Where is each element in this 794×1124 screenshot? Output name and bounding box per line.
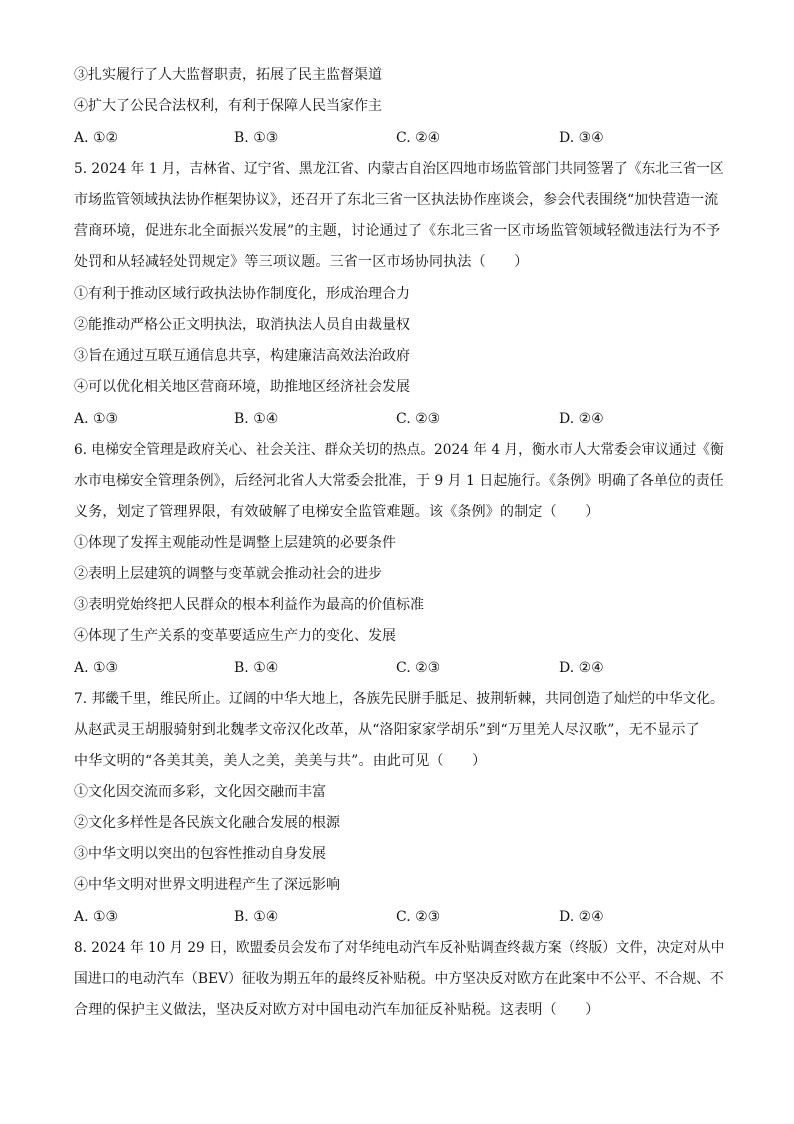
q6-statement-1: ①体现了发挥主观能动性是调整上层建筑的必要条件 [74,535,396,551]
q7-statement-1: ①文化因交流而多彩，文化因交融而丰富 [74,784,326,800]
q5-statement-4: ④可以优化相关地区营商环境，助推地区经济社会发展 [74,379,410,395]
q6-option-b[interactable]: B. ①④ [234,660,279,676]
q8-stem-line-1: 8. 2024 年 10 月 29 日，欧盟委员会发布了对华纯电动汽车反补贴调查终裁方案（终版）文件，决定对从中 [74,940,725,956]
q7-options [74,908,724,926]
q5-option-b[interactable]: B. ①④ [234,411,279,427]
q7-statement-3: ③中华文明以突出的包容性推动自身发展 [74,846,326,862]
q4-options [74,129,724,147]
q7-stem-line-2: 从赵武灵王胡服骑射到北魏孝文帝汉化改革，从“洛阳家家学胡乐”到“万里羌人尽汉歌”，无不显示了 [74,722,700,738]
q7-statement-2: ②文化多样性是各民族文化融合发展的根源 [74,815,340,831]
q7-option-d[interactable]: D. ②④ [559,909,604,925]
q5-statement-1: ①有利于推动区域行政执法协作制度化，形成治理合力 [74,286,410,302]
q5-option-a[interactable]: A. ①③ [74,411,119,427]
q5-stem-line-1: 5. 2024 年 1 月，吉林省、辽宁省、黑龙江省、内蒙古自治区四地市场监管部门共同签署了《东北三省一区 [74,161,724,177]
q6-options [74,659,724,677]
q6-stem-line-3: 义务，划定了管理界限，有效破解了电梯安全监管难题。该《条例》的制定（ ） [74,504,600,520]
q6-option-c[interactable]: C. ②③ [396,660,441,676]
q6-option-d[interactable]: D. ②④ [559,660,604,676]
q7-option-c[interactable]: C. ②③ [396,909,441,925]
q4-option-c[interactable]: C. ②④ [396,130,441,146]
q8-stem-line-2: 国进口的电动汽车（BEV）征收为期五年的最终反补贴税。中方坚决反对欧方在此案中不公平、不合规、不 [74,971,724,987]
q5-statement-3: ③旨在通过互联互通信息共享，构建廉洁高效法治政府 [74,348,410,364]
q5-stem-line-3: 营商环境，促进东北全面振兴发展”的主题，讨论通过了《东北三省一区市场监管领域轻微违法行为不予 [74,223,721,239]
q6-statement-2: ②表明上层建筑的调整与变革就会推动社会的进步 [74,566,382,582]
q6-option-a[interactable]: A. ①③ [74,660,119,676]
q5-stem-line-2: 市场监管领域执法协作框架协议》，还召开了东北三省一区执法协作座谈会，参会代表围绕“加快营造一流 [74,192,719,208]
q4-option-b[interactable]: B. ①③ [234,130,279,146]
q6-statement-3: ③表明党始终把人民群众的根本利益作为最高的价值标准 [74,597,424,613]
q4-statement-3: ③扎实履行了人大监督职责，拓展了民主监督渠道 [74,67,382,83]
q8-stem-line-3: 合理的保护主义做法，坚决反对欧方对中国电动汽车加征反补贴税。这表明（ ） [74,1002,600,1018]
q6-stem-line-2: 水市电梯安全管理条例》，后经河北省人大常委会批准，于 9 月 1 日起施行。《条例》明确了各单位的责任 [74,473,724,489]
q5-stem-line-4: 处罚和从轻减轻处罚规定》等三项议题。三省一区市场协同执法（ ） [74,254,529,270]
q5-option-c[interactable]: C. ②③ [396,411,441,427]
q5-statement-2: ②能推动严格公正文明执法，取消执法人员自由裁量权 [74,317,410,333]
q4-statement-4: ④扩大了公民合法权利，有利于保障人民当家作主 [74,98,382,114]
q4-option-d[interactable]: D. ③④ [559,130,604,146]
q5-options [74,410,724,428]
q6-statement-4: ④体现了生产关系的变革要适应生产力的变化、发展 [74,628,396,644]
q7-option-b[interactable]: B. ①④ [234,909,279,925]
q7-statement-4: ④中华文明对世界文明进程产生了深远影响 [74,877,340,893]
q7-stem-line-1: 7. 邦畿千里，维民所止。辽阔的中华大地上，各族先民胼手胝足、披荆斩棘，共同创造了灿烂的中华文化。 [74,691,724,707]
q5-option-d[interactable]: D. ②④ [559,411,604,427]
q4-option-a[interactable]: A. ①② [74,130,119,146]
q7-stem-line-3: 中华文明的“各美其美，美人之美，美美与共”。由此可见（ ） [74,753,487,769]
q6-stem-line-1: 6. 电梯安全管理是政府关心、社会关注、群众关切的热点。2024 年 4 月，衡水市人大常委会审议通过《衡 [74,442,724,458]
q7-option-a[interactable]: A. ①③ [74,909,119,925]
